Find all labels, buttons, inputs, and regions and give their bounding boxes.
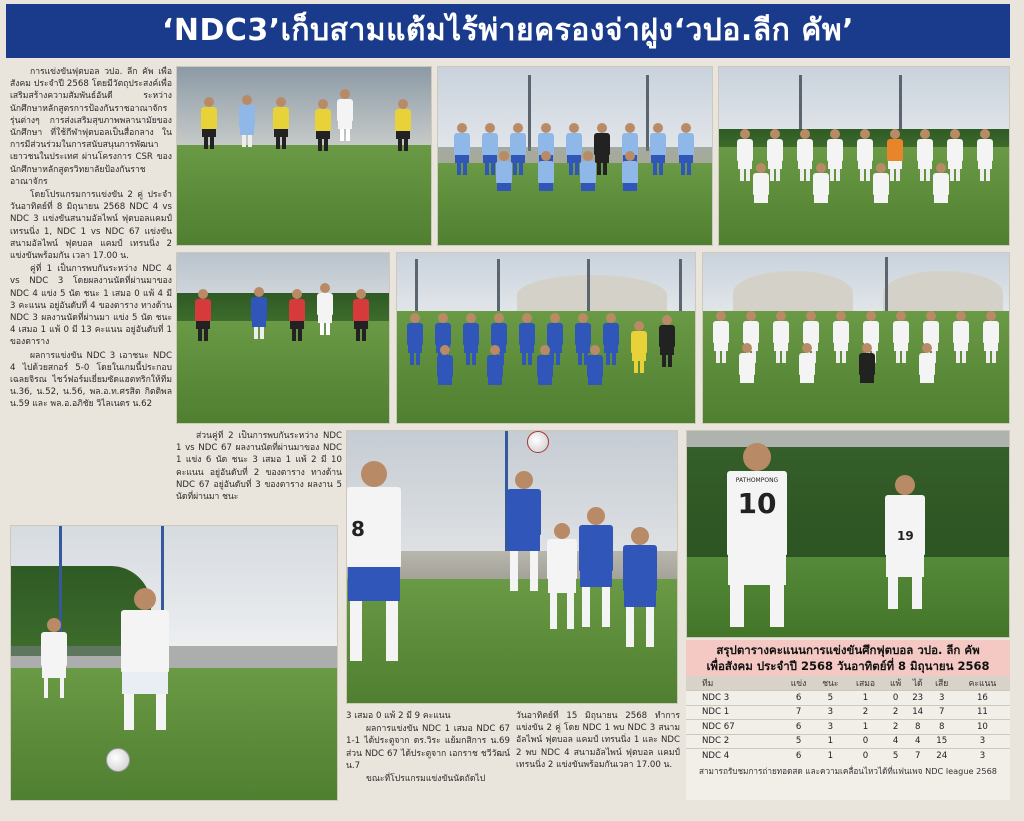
team-cell: NDC 1 xyxy=(686,705,783,720)
team-cell: NDC 67 xyxy=(686,720,783,735)
photo-captains-referees xyxy=(176,252,390,424)
standings-box xyxy=(686,640,1010,800)
jersey-number: 8 xyxy=(351,517,365,541)
table-cell: 2 xyxy=(884,705,906,720)
team-cell: NDC 2 xyxy=(686,734,783,749)
article-paragraph: คู่ที่ 1 เป็นการพบกันระหว่าง NDC 4 vs NDC 3 โดยผลงานนัดที่ผ่านมาของ NDC 4 แข่ง 5 นัด ชนะ 1 เสมอ 0 แพ้ 4 มี 3 คะแนน อยู่อันดับที่ 4 ของตาราง ทางด้าน NDC 3 ผลงานนัดที่ผ่านมา แข่ง 5 นัด ชนะ 4 เสมอ 1 แพ้ 0 มี 13 คะแนน อยู่อันดับที่ 1 ของตาราง xyxy=(10,264,172,348)
team-cell: NDC 3 xyxy=(686,691,783,706)
article-paragraph: 3 เสมอ 0 แพ้ 2 มี 9 คะแนน xyxy=(346,711,451,721)
article-left-column xyxy=(10,66,172,522)
standings-title-line1: สรุปตารางคะแนนการแข่งขันศึกฟุตบอล วปอ. ลีก คัพ xyxy=(716,643,980,657)
photo-player-kicking xyxy=(10,525,338,801)
table-row xyxy=(686,749,1010,764)
ball-icon xyxy=(527,431,549,453)
column-header: ได้ xyxy=(907,676,929,691)
column-header: แพ้ xyxy=(884,676,906,691)
article-bottom-left-column xyxy=(346,710,510,806)
player-name-back: PATHOMPONG xyxy=(735,477,779,484)
standings-title xyxy=(686,640,1010,676)
table-cell: 24 xyxy=(929,749,955,764)
article-paragraph: โดยโปรแกรมการแข่งขัน 2 คู่ ประจำวันอาทิตย์ที่ 8 มิถุนายน 2568 NDC 4 vs NDC 3 แข่งขันสนามอัลไพน์ ฟุตบอลแคมป์ เทรนนิ่ง 1, NDC 1 vs NDC 67 แข่งขันสนามอัลไพน์ ฟุตบอล แคมป์ เทรนนิ่ง 2 แข่งขันพร้อมกัน เวลา 17.00 น. xyxy=(10,190,172,262)
photo-team-white xyxy=(718,66,1010,246)
table-cell: 7 xyxy=(929,705,955,720)
jersey-number: 10 xyxy=(737,487,777,520)
column-header: ชนะ xyxy=(814,676,847,691)
column-header: เสมอ xyxy=(847,676,885,691)
team-cell: NDC 4 xyxy=(686,749,783,764)
standings-title-line2: เพื่อสังคม ประจำปี 2568 วันอาทิตย์ที่ 8 มิถุนายน 2568 xyxy=(706,659,990,673)
article-paragraph: วันอาทิตย์ที่ 15 มิถุนายน 2568 ทำการแข่งขัน 2 คู่ โดย NDC 1 พบ NDC 3 สนามอัลไพน์ ฟุตบอล แคมป์ เทรนนิ่ง 1 และ NDC 2 พบ NDC 4 สนามอัลไพน์ ฟุตบอล แคมป์ เทรนนิ่ง 2 แข่งขันพร้อมกันเวลา 17.00 น. xyxy=(516,711,680,770)
table-cell: 0 xyxy=(847,749,885,764)
table-cell: 8 xyxy=(929,720,955,735)
table-cell: 3 xyxy=(955,749,1010,764)
column-header: เสีย xyxy=(929,676,955,691)
photo-team-white-second xyxy=(702,252,1010,424)
table-cell: 23 xyxy=(907,691,929,706)
table-cell: 16 xyxy=(955,691,1010,706)
table-cell: 6 xyxy=(783,691,814,706)
photo-header-action xyxy=(346,430,678,704)
table-cell: 7 xyxy=(783,705,814,720)
article-paragraph: ผลการแข่งขัน NDC 3 เอาชนะ NDC 4 ไปด้วยสกอร์ 5-0 โดยในเกมนี้ประกอบ เฉลยจิรณ ไชว์ฟอร์มเยี่ยมซัดแฮตทริกให้ทีม น.36, น.52, น.56, พล.อ.ท.ศรสิต กิตติพล น.59 และ พล.อ.อภิชัย วิไลเนตร น.62 xyxy=(10,350,172,410)
photo-handshake-referees xyxy=(176,66,432,246)
column-header: ทีม xyxy=(686,676,783,691)
headline: ‘NDC3’เก็บสามแต้มไร้พ่ายครองจ่าฝูง‘วปอ.ลีก คัพ’ xyxy=(6,4,1010,58)
photo-team-sky-blue xyxy=(437,66,713,246)
table-cell: 1 xyxy=(814,749,847,764)
standings-header-row xyxy=(686,676,1010,691)
table-cell: 6 xyxy=(783,720,814,735)
article-bottom-right-column xyxy=(516,710,680,806)
table-cell: 10 xyxy=(955,720,1010,735)
photo-team-navy xyxy=(396,252,696,424)
table-cell: 11 xyxy=(955,705,1010,720)
article-paragraph: ส่วนคู่ที่ 2 เป็นการพบกันระหว่าง NDC 1 vs NDC 67 ผลงานนัดที่ผ่านมาของ NDC 1 แข่ง 6 นัด ชนะ 3 เสมอ 1 แพ้ 2 มี 10 คะแนน อยู่อันดับที่ 2 ของตาราง ทางด้าน NDC 67 อยู่อันดับที่ 3 ของตาราง ผลงาน 5 นัดที่ผ่านมา ชนะ xyxy=(176,431,342,503)
table-row xyxy=(686,705,1010,720)
table-cell: 6 xyxy=(783,749,814,764)
table-cell: 15 xyxy=(929,734,955,749)
table-cell: 2 xyxy=(847,705,885,720)
table-cell: 3 xyxy=(814,720,847,735)
article-paragraph: ผลการแข่งขัน NDC 1 เสมอ NDC 67 1-1 ได้ประตูจาก ดร.วิระ แย้มกสิการ น.69 ส่วน NDC 67 ได้ประตูจาก เอกราช ชวีวัฒน์ น.7 xyxy=(346,724,510,771)
table-cell: 0 xyxy=(847,734,885,749)
standings-table xyxy=(686,676,1010,763)
table-cell: 3 xyxy=(929,691,955,706)
table-row xyxy=(686,720,1010,735)
table-cell: 5 xyxy=(814,691,847,706)
column-header: แข่ง xyxy=(783,676,814,691)
article-middle-column xyxy=(176,430,342,530)
table-cell: 4 xyxy=(907,734,929,749)
table-cell: 3 xyxy=(955,734,1010,749)
table-cell: 4 xyxy=(884,734,906,749)
table-cell: 14 xyxy=(907,705,929,720)
table-cell: 0 xyxy=(884,691,906,706)
photo-celebration xyxy=(686,430,1010,638)
table-cell: 7 xyxy=(907,749,929,764)
standings-footer: สามารถรับชมการถ่ายทอดสด และความเคลื่อนไหวได้ที่แฟนเพจ NDC league 2568 xyxy=(698,766,998,776)
article-paragraph: การแข่งขันฟุตบอล วปอ. ลีก คัพ เพื่อสังคม ประจำปี 2568 โดยมีวัตถุประสงค์เพื่อเสริมสร้างความสัมพันธ์อันดี ระหว่างนักศึกษาหลักสูตรการป้องกันราชอาณาจักรรุ่นต่างๆ การส่งเสริมสุขภาพพลานามัยของนักศึกษา ที่ใช้กีฬาฟุตบอลเป็นสื่อกลาง ในการมีส่วนร่วมในการสนับสนุนการพัฒนาเยาวชนในประเทศ ผ่านโครงการ CSR ของนักศึกษาหลักสูตรวิทยาลัยป้องกันราชอาณาจักร xyxy=(10,67,172,187)
column-header: คะแนน xyxy=(955,676,1010,691)
table-cell: 1 xyxy=(814,734,847,749)
article-paragraph: ขณะที่โปรแกรมแข่งขันนัดถัดไป xyxy=(366,774,486,785)
table-cell: 3 xyxy=(814,705,847,720)
table-row xyxy=(686,691,1010,706)
table-cell: 5 xyxy=(884,749,906,764)
table-cell: 1 xyxy=(847,720,885,735)
table-row xyxy=(686,734,1010,749)
table-cell: 2 xyxy=(884,720,906,735)
table-cell: 1 xyxy=(847,691,885,706)
jersey-number: 19 xyxy=(897,529,914,543)
ball-icon xyxy=(106,748,130,772)
table-cell: 8 xyxy=(907,720,929,735)
table-cell: 5 xyxy=(783,734,814,749)
